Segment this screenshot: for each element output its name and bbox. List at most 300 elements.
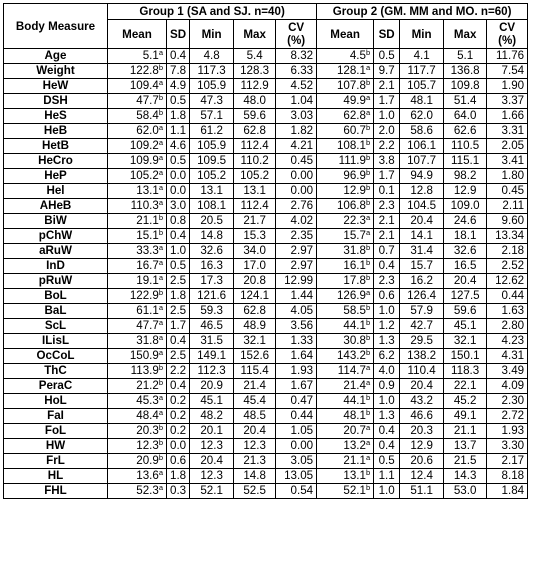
table-row bbox=[4, 349, 528, 364]
g1-mean-value: 45.3 bbox=[136, 394, 159, 407]
table-row bbox=[4, 139, 528, 154]
table-row bbox=[4, 469, 528, 484]
g2-mean-value: 21.4 bbox=[343, 379, 366, 392]
g1-mean-value: 20.3 bbox=[136, 424, 159, 437]
g1-mean-cell bbox=[108, 124, 167, 139]
g2-max-cell: 118.3 bbox=[444, 364, 487, 379]
g2-mean-value: 126.9 bbox=[336, 289, 366, 302]
g1-min-cell: 45.1 bbox=[190, 394, 234, 409]
g1-mean-superscript: a bbox=[158, 483, 163, 492]
g1-mean-superscript: a bbox=[158, 138, 163, 147]
g1-cv-cell: 0.00 bbox=[276, 439, 317, 454]
g1-sd-cell: 0.5 bbox=[167, 154, 190, 169]
row-label: HW bbox=[4, 439, 108, 454]
row-label: Weight bbox=[4, 64, 108, 79]
g2-cv-cell: 1.63 bbox=[487, 304, 528, 319]
g2-cv-cell: 13.34 bbox=[487, 229, 528, 244]
g1-sd-cell: 3.0 bbox=[167, 199, 190, 214]
g2-sd-cell: 3.8 bbox=[374, 154, 400, 169]
g2-mean-value: 62.8 bbox=[343, 109, 366, 122]
g1-min-cell: 20.5 bbox=[190, 214, 234, 229]
g2-min-cell: 94.9 bbox=[400, 169, 444, 184]
row-label: HeP bbox=[4, 169, 108, 184]
g1-max-cell: 21.3 bbox=[234, 454, 276, 469]
g2-min-cell: 104.5 bbox=[400, 199, 444, 214]
g2-mean-cell bbox=[317, 484, 374, 499]
g2-max-cell: 59.6 bbox=[444, 304, 487, 319]
g1-min-cell: 59.3 bbox=[190, 304, 234, 319]
table-row bbox=[4, 124, 528, 139]
g2-sd-cell: 0.9 bbox=[374, 379, 400, 394]
g1-min-cell: 117.3 bbox=[190, 64, 234, 79]
g1-min-cell: 57.1 bbox=[190, 109, 234, 124]
g1-mean-superscript: b bbox=[158, 423, 163, 432]
g2-max-cell: 49.1 bbox=[444, 409, 487, 424]
g1-max-cell: 48.5 bbox=[234, 409, 276, 424]
g2-max-cell: 109.0 bbox=[444, 199, 487, 214]
g1-cv-cell: 3.03 bbox=[276, 109, 317, 124]
g1-cv-cell: 2.97 bbox=[276, 244, 317, 259]
g2-mean-cell bbox=[317, 364, 374, 379]
g1-mean-value: 33.3 bbox=[136, 244, 159, 257]
g2-max-cell: 64.0 bbox=[444, 109, 487, 124]
g2-mean-cell bbox=[317, 214, 374, 229]
row-label: HeW bbox=[4, 79, 108, 94]
g2-max-cell: 21.1 bbox=[444, 424, 487, 439]
g2-mean-value: 17.8 bbox=[343, 274, 366, 287]
g1-cv-cell: 4.52 bbox=[276, 79, 317, 94]
g1-min-cell: 105.2 bbox=[190, 169, 234, 184]
g1-mean-cell bbox=[108, 49, 167, 64]
g1-mean-cell bbox=[108, 289, 167, 304]
g2-max-cell: 14.3 bbox=[444, 469, 487, 484]
g2-min-header: Min bbox=[400, 20, 444, 49]
g1-mean-value: 105.2 bbox=[129, 169, 159, 182]
g1-mean-superscript: a bbox=[158, 78, 163, 87]
g2-mean-superscript: a bbox=[365, 438, 371, 447]
g1-mean-cell bbox=[108, 94, 167, 109]
g2-mean-header: Mean bbox=[317, 20, 374, 49]
g2-mean-cell bbox=[317, 289, 374, 304]
row-label: pChW bbox=[4, 229, 108, 244]
g2-mean-superscript: a bbox=[365, 213, 371, 222]
g1-sd-cell: 0.4 bbox=[167, 229, 190, 244]
g1-mean-superscript: a bbox=[158, 468, 163, 477]
g2-min-cell: 62.0 bbox=[400, 109, 444, 124]
g2-mean-superscript: a bbox=[365, 63, 371, 72]
g1-mean-cell bbox=[108, 469, 167, 484]
g1-min-cell: 12.3 bbox=[190, 469, 234, 484]
g2-mean-superscript: b bbox=[365, 483, 371, 492]
g2-cv-cell: 3.37 bbox=[487, 94, 528, 109]
g2-min-cell: 110.4 bbox=[400, 364, 444, 379]
g1-cv-cell: 0.45 bbox=[276, 154, 317, 169]
g1-max-cell: 112.9 bbox=[234, 79, 276, 94]
g1-max-cell: 112.4 bbox=[234, 139, 276, 154]
table-row bbox=[4, 94, 528, 109]
g1-mean-value: 122.8 bbox=[129, 64, 159, 77]
row-label: OcCoL bbox=[4, 349, 108, 364]
g1-mean-superscript: b bbox=[158, 93, 163, 102]
table-row bbox=[4, 244, 528, 259]
g2-mean-value: 114.7 bbox=[337, 364, 366, 377]
row-label: Age bbox=[4, 49, 108, 64]
g1-mean-cell bbox=[108, 79, 167, 94]
g1-cv-cell: 0.54 bbox=[276, 484, 317, 499]
g1-cv-cell: 2.76 bbox=[276, 199, 317, 214]
g2-sd-cell: 0.7 bbox=[374, 244, 400, 259]
g1-mean-value: 15.1 bbox=[136, 229, 159, 242]
g1-max-cell: 45.4 bbox=[234, 394, 276, 409]
g1-mean-cell bbox=[108, 319, 167, 334]
g2-cv-cell: 4.23 bbox=[487, 334, 528, 349]
g2-sd-cell: 0.6 bbox=[374, 289, 400, 304]
g2-mean-cell bbox=[317, 274, 374, 289]
g2-min-cell: 29.5 bbox=[400, 334, 444, 349]
g2-mean-superscript: b bbox=[365, 348, 371, 357]
table-container bbox=[3, 3, 528, 499]
g2-mean-superscript: a bbox=[365, 363, 371, 372]
g2-mean-superscript: a bbox=[365, 93, 371, 102]
row-label: Hel bbox=[4, 184, 108, 199]
row-label: BoL bbox=[4, 289, 108, 304]
g1-mean-value: 13.1 bbox=[136, 184, 159, 197]
g1-cv-cell: 4.21 bbox=[276, 139, 317, 154]
g1-cv-cell: 8.32 bbox=[276, 49, 317, 64]
g2-mean-superscript: b bbox=[365, 168, 371, 177]
table-row bbox=[4, 364, 528, 379]
g1-max-cell: 128.3 bbox=[234, 64, 276, 79]
g1-mean-superscript: b bbox=[158, 453, 163, 462]
g1-cv-header: CV (%) bbox=[276, 20, 317, 49]
g2-mean-value: 12.9 bbox=[343, 184, 366, 197]
table-row bbox=[4, 289, 528, 304]
g1-mean-superscript: b bbox=[158, 438, 163, 447]
g2-max-cell: 20.4 bbox=[444, 274, 487, 289]
g1-max-cell: 48.0 bbox=[234, 94, 276, 109]
g2-mean-value: 16.1 bbox=[343, 259, 366, 272]
g1-max-cell: 105.2 bbox=[234, 169, 276, 184]
g1-sd-cell: 7.8 bbox=[167, 64, 190, 79]
g2-mean-value: 4.5 bbox=[349, 49, 366, 62]
g1-max-cell: 152.6 bbox=[234, 349, 276, 364]
g1-mean-cell bbox=[108, 259, 167, 274]
row-label: FoL bbox=[4, 424, 108, 439]
g2-cv-cell: 11.76 bbox=[487, 49, 528, 64]
g2-cv-cell: 12.62 bbox=[487, 274, 528, 289]
g1-mean-superscript: a bbox=[158, 243, 163, 252]
g1-cv-cell: 0.00 bbox=[276, 184, 317, 199]
row-label: ILisL bbox=[4, 334, 108, 349]
g1-mean-cell bbox=[108, 199, 167, 214]
g2-min-cell: 12.8 bbox=[400, 184, 444, 199]
g1-min-cell: 105.9 bbox=[190, 79, 234, 94]
g2-sd-cell: 9.7 bbox=[374, 64, 400, 79]
g2-max-cell: 51.4 bbox=[444, 94, 487, 109]
g2-mean-superscript: b bbox=[365, 273, 371, 282]
g1-sd-cell: 0.2 bbox=[167, 424, 190, 439]
g2-cv-header: CV (%) bbox=[487, 20, 528, 49]
g2-sd-cell: 0.1 bbox=[374, 184, 400, 199]
table-row bbox=[4, 109, 528, 124]
g2-mean-value: 128.1 bbox=[336, 64, 366, 77]
g2-mean-cell bbox=[317, 394, 374, 409]
g2-mean-cell bbox=[317, 409, 374, 424]
g2-max-cell: 110.5 bbox=[444, 139, 487, 154]
table-row bbox=[4, 409, 528, 424]
g1-mean-value: 31.8 bbox=[136, 334, 159, 347]
g1-mean-value: 61.1 bbox=[136, 304, 159, 317]
g1-mean-cell bbox=[108, 439, 167, 454]
g2-mean-superscript: a bbox=[365, 453, 371, 462]
row-label: HeS bbox=[4, 109, 108, 124]
g2-min-cell: 117.7 bbox=[400, 64, 444, 79]
g2-sd-cell: 1.7 bbox=[374, 94, 400, 109]
g2-min-cell: 126.4 bbox=[400, 289, 444, 304]
table-row bbox=[4, 424, 528, 439]
table-row bbox=[4, 394, 528, 409]
g1-max-cell: 62.8 bbox=[234, 124, 276, 139]
g2-min-cell: 138.2 bbox=[400, 349, 444, 364]
g1-sd-cell: 0.2 bbox=[167, 409, 190, 424]
g2-sd-cell: 2.0 bbox=[374, 124, 400, 139]
g2-mean-cell bbox=[317, 424, 374, 439]
g2-mean-value: 60.7 bbox=[343, 124, 366, 137]
g2-mean-superscript: b bbox=[365, 183, 371, 192]
g1-mean-value: 58.4 bbox=[136, 109, 159, 122]
g2-cv-cell: 0.44 bbox=[487, 289, 528, 304]
g1-cv-cell: 1.44 bbox=[276, 289, 317, 304]
g2-sd-cell: 1.3 bbox=[374, 409, 400, 424]
g2-max-cell: 32.1 bbox=[444, 334, 487, 349]
g1-mean-superscript: a bbox=[158, 153, 163, 162]
body-measure-table bbox=[3, 3, 528, 499]
g2-mean-value: 108.1 bbox=[336, 139, 366, 152]
g2-mean-cell bbox=[317, 139, 374, 154]
g2-cv-cell: 2.11 bbox=[487, 199, 528, 214]
g2-mean-superscript: b bbox=[365, 393, 371, 402]
g2-cv-cell: 9.60 bbox=[487, 214, 528, 229]
g2-mean-superscript: b bbox=[365, 468, 371, 477]
g2-sd-cell: 1.0 bbox=[374, 109, 400, 124]
g2-max-cell: 13.7 bbox=[444, 439, 487, 454]
g1-mean-cell bbox=[108, 274, 167, 289]
g1-mean-cell bbox=[108, 64, 167, 79]
g1-min-cell: 31.5 bbox=[190, 334, 234, 349]
g2-cv-cell: 1.66 bbox=[487, 109, 528, 124]
g2-max-cell: 18.1 bbox=[444, 229, 487, 244]
g2-mean-superscript: b bbox=[365, 123, 371, 132]
g2-max-cell: 150.1 bbox=[444, 349, 487, 364]
g2-mean-cell bbox=[317, 259, 374, 274]
g2-min-cell: 20.6 bbox=[400, 454, 444, 469]
g2-cv-cell: 1.80 bbox=[487, 169, 528, 184]
g1-cv-cell: 4.05 bbox=[276, 304, 317, 319]
g2-max-cell: 98.2 bbox=[444, 169, 487, 184]
g1-mean-cell bbox=[108, 109, 167, 124]
g2-mean-superscript: b bbox=[365, 243, 371, 252]
g2-min-cell: 20.4 bbox=[400, 379, 444, 394]
g2-mean-cell bbox=[317, 109, 374, 124]
g2-mean-value: 44.1 bbox=[343, 319, 366, 332]
g1-cv-cell: 1.64 bbox=[276, 349, 317, 364]
g1-cv-cell: 0.00 bbox=[276, 169, 317, 184]
row-label: DSH bbox=[4, 94, 108, 109]
table-row bbox=[4, 199, 528, 214]
g2-mean-cell bbox=[317, 94, 374, 109]
g1-mean-superscript: b bbox=[158, 288, 163, 297]
g2-mean-superscript: b bbox=[365, 303, 371, 312]
g1-sd-cell: 2.2 bbox=[167, 364, 190, 379]
g2-min-cell: 107.7 bbox=[400, 154, 444, 169]
g1-min-cell: 48.2 bbox=[190, 409, 234, 424]
g2-max-header: Max bbox=[444, 20, 487, 49]
row-label: AHeB bbox=[4, 199, 108, 214]
g1-mean-value: 62.0 bbox=[136, 124, 159, 137]
g2-cv-cell: 2.80 bbox=[487, 319, 528, 334]
g1-cv-cell: 4.02 bbox=[276, 214, 317, 229]
g2-mean-value: 20.7 bbox=[343, 424, 366, 437]
g1-max-cell: 15.3 bbox=[234, 229, 276, 244]
g1-mean-value: 48.4 bbox=[136, 409, 159, 422]
g2-cv-cell: 1.84 bbox=[487, 484, 528, 499]
g2-mean-cell bbox=[317, 79, 374, 94]
g1-sd-cell: 0.3 bbox=[167, 484, 190, 499]
g1-sd-header: SD bbox=[167, 20, 190, 49]
g1-mean-superscript: b bbox=[158, 63, 163, 72]
g1-mean-value: 47.7 bbox=[136, 94, 159, 107]
g2-min-cell: 58.6 bbox=[400, 124, 444, 139]
table-row bbox=[4, 229, 528, 244]
g1-mean-cell bbox=[108, 424, 167, 439]
g2-mean-value: 21.1 bbox=[343, 454, 366, 467]
g1-sd-cell: 0.0 bbox=[167, 184, 190, 199]
g1-max-cell: 21.4 bbox=[234, 379, 276, 394]
g2-mean-cell bbox=[317, 49, 374, 64]
g1-cv-cell: 12.99 bbox=[276, 274, 317, 289]
g1-mean-cell bbox=[108, 169, 167, 184]
g2-cv-cell: 8.18 bbox=[487, 469, 528, 484]
g1-mean-cell bbox=[108, 229, 167, 244]
row-label: PeraC bbox=[4, 379, 108, 394]
table-row bbox=[4, 484, 528, 499]
g2-mean-value: 15.7 bbox=[343, 229, 366, 242]
g2-mean-value: 13.1 bbox=[343, 469, 366, 482]
g2-sd-header: SD bbox=[374, 20, 400, 49]
g2-mean-value: 58.5 bbox=[343, 304, 366, 317]
g2-min-cell: 106.1 bbox=[400, 139, 444, 154]
g2-mean-superscript: b bbox=[365, 333, 371, 342]
g2-sd-cell: 1.7 bbox=[374, 169, 400, 184]
g1-mean-cell bbox=[108, 379, 167, 394]
g2-sd-cell: 1.3 bbox=[374, 334, 400, 349]
g2-max-cell: 22.1 bbox=[444, 379, 487, 394]
table-row bbox=[4, 454, 528, 469]
g2-sd-cell: 2.2 bbox=[374, 139, 400, 154]
g2-max-cell: 109.8 bbox=[444, 79, 487, 94]
g2-cv-cell: 2.05 bbox=[487, 139, 528, 154]
g2-mean-superscript: b bbox=[365, 78, 371, 87]
table-body bbox=[4, 49, 528, 499]
g2-max-cell: 21.5 bbox=[444, 454, 487, 469]
g1-max-cell: 17.0 bbox=[234, 259, 276, 274]
row-label: HL bbox=[4, 469, 108, 484]
g1-cv-cell: 0.44 bbox=[276, 409, 317, 424]
g2-sd-cell: 4.0 bbox=[374, 364, 400, 379]
g1-max-cell: 14.8 bbox=[234, 469, 276, 484]
g1-sd-cell: 1.8 bbox=[167, 289, 190, 304]
g2-mean-value: 44.1 bbox=[343, 394, 366, 407]
g2-mean-cell bbox=[317, 349, 374, 364]
g2-cv-cell: 0.45 bbox=[487, 184, 528, 199]
row-label: FaI bbox=[4, 409, 108, 424]
g2-mean-cell bbox=[317, 154, 374, 169]
g2-sd-cell: 1.2 bbox=[374, 319, 400, 334]
g2-cv-cell: 2.52 bbox=[487, 259, 528, 274]
g1-max-cell: 5.4 bbox=[234, 49, 276, 64]
g2-cv-cell: 3.30 bbox=[487, 439, 528, 454]
g2-mean-value: 49.9 bbox=[343, 94, 366, 107]
g1-mean-value: 110.3 bbox=[130, 199, 159, 212]
g1-max-cell: 110.2 bbox=[234, 154, 276, 169]
g2-cv-cell: 2.18 bbox=[487, 244, 528, 259]
table-row bbox=[4, 79, 528, 94]
g2-mean-value: 48.1 bbox=[343, 409, 366, 422]
g2-sd-cell: 2.1 bbox=[374, 229, 400, 244]
g2-min-cell: 20.4 bbox=[400, 214, 444, 229]
g2-sd-cell: 2.1 bbox=[374, 214, 400, 229]
g2-mean-cell bbox=[317, 334, 374, 349]
g1-cv-cell: 1.05 bbox=[276, 424, 317, 439]
g2-sd-cell: 1.1 bbox=[374, 469, 400, 484]
g1-sd-cell: 0.4 bbox=[167, 334, 190, 349]
g2-min-cell: 12.9 bbox=[400, 439, 444, 454]
g1-min-cell: 109.5 bbox=[190, 154, 234, 169]
g1-max-cell: 12.3 bbox=[234, 439, 276, 454]
g1-mean-value: 109.9 bbox=[129, 154, 159, 167]
g1-min-cell: 149.1 bbox=[190, 349, 234, 364]
g1-mean-superscript: a bbox=[158, 273, 163, 282]
g1-mean-value: 13.6 bbox=[136, 469, 159, 482]
g1-mean-value: 5.1 bbox=[142, 49, 159, 62]
g1-mean-superscript: b bbox=[158, 363, 163, 372]
g1-min-cell: 52.1 bbox=[190, 484, 234, 499]
g1-mean-value: 113.9 bbox=[130, 364, 159, 377]
table-row bbox=[4, 154, 528, 169]
group1-header: Group 1 (SA and SJ. n=40) bbox=[108, 4, 317, 20]
g1-mean-cell bbox=[108, 244, 167, 259]
g2-mean-value: 52.1 bbox=[343, 484, 366, 497]
table-row bbox=[4, 214, 528, 229]
g1-mean-header: Mean bbox=[108, 20, 167, 49]
g2-min-cell: 43.2 bbox=[400, 394, 444, 409]
row-label: BaL bbox=[4, 304, 108, 319]
g1-sd-cell: 4.6 bbox=[167, 139, 190, 154]
g2-cv-cell: 4.31 bbox=[487, 349, 528, 364]
g2-mean-value: 96.9 bbox=[343, 169, 366, 182]
g2-mean-cell bbox=[317, 379, 374, 394]
g1-mean-value: 21.1 bbox=[136, 214, 159, 227]
g1-mean-superscript: a bbox=[158, 168, 163, 177]
g1-cv-cell: 1.93 bbox=[276, 364, 317, 379]
g1-sd-cell: 0.4 bbox=[167, 379, 190, 394]
g2-mean-cell bbox=[317, 439, 374, 454]
g1-sd-cell: 2.5 bbox=[167, 304, 190, 319]
g2-mean-superscript: b bbox=[365, 408, 371, 417]
g2-max-cell: 12.9 bbox=[444, 184, 487, 199]
g1-cv-cell: 1.04 bbox=[276, 94, 317, 109]
table-row bbox=[4, 379, 528, 394]
